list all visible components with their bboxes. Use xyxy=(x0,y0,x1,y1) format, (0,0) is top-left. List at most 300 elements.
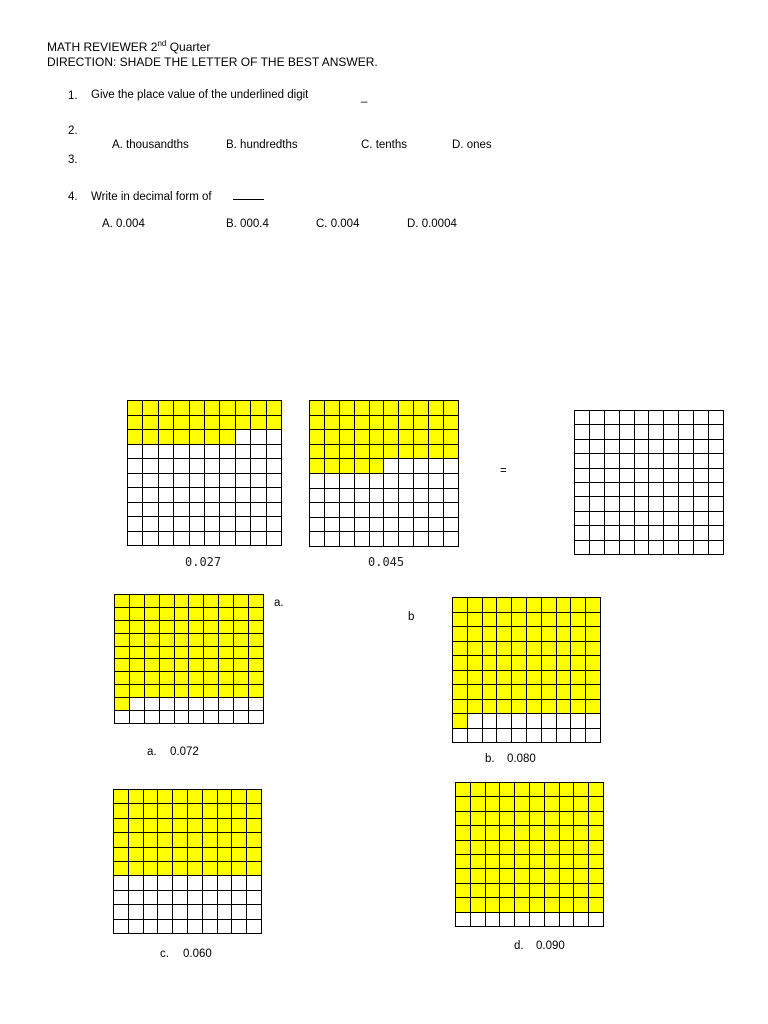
grid-cell xyxy=(444,416,459,431)
grid-cell xyxy=(414,474,429,489)
option-b-letter: b. xyxy=(485,753,495,765)
grid-cell xyxy=(453,700,468,715)
grid-cell xyxy=(530,898,545,912)
grid-cell xyxy=(679,497,694,511)
grid-cell xyxy=(605,411,620,425)
grid-option-c xyxy=(113,789,262,934)
grid-cell xyxy=(589,898,604,912)
grid-cell xyxy=(267,532,282,547)
grid-cell xyxy=(530,913,545,927)
grid-cell xyxy=(249,672,264,685)
grid-cell xyxy=(232,891,247,905)
grid-cell xyxy=(557,627,572,642)
grid-cell xyxy=(453,642,468,657)
grid-cell xyxy=(497,656,512,671)
grid-cell xyxy=(542,613,557,628)
grid-cell xyxy=(500,797,515,811)
grid-cell xyxy=(429,416,444,431)
grid-cell xyxy=(429,445,444,460)
grid-cell xyxy=(190,532,205,547)
grid-cell xyxy=(571,627,586,642)
grid-cell xyxy=(635,526,650,540)
grid-cell xyxy=(571,714,586,729)
grid-cell xyxy=(219,711,234,724)
grid-cell xyxy=(158,804,173,818)
grid-cell xyxy=(527,656,542,671)
grid-cell xyxy=(694,483,709,497)
grid-cell xyxy=(173,790,188,804)
grid-cell xyxy=(236,401,251,416)
grid-cell xyxy=(247,891,262,905)
grid-cell xyxy=(188,848,203,862)
grid-cell xyxy=(557,598,572,613)
grid-cell xyxy=(236,517,251,532)
grid-cell xyxy=(384,416,399,431)
grid-cell xyxy=(414,416,429,431)
grid-cell xyxy=(384,430,399,445)
grid-cell xyxy=(429,503,444,518)
grid-cell xyxy=(571,656,586,671)
grid-cell xyxy=(635,497,650,511)
grid-cell xyxy=(542,685,557,700)
grid-cell xyxy=(542,700,557,715)
grid-cell xyxy=(664,483,679,497)
grid-cell xyxy=(709,411,724,425)
grid-option-b xyxy=(452,597,601,743)
grid-cell xyxy=(486,783,501,797)
grid-cell xyxy=(497,700,512,715)
grid-cell xyxy=(590,411,605,425)
grid-cell xyxy=(247,804,262,818)
grid-cell xyxy=(471,812,486,826)
grid-cell xyxy=(486,826,501,840)
grid-cell xyxy=(267,445,282,460)
grid-cell xyxy=(251,503,266,518)
q4-choice-a: A. 0.004 xyxy=(102,218,145,230)
grid-cell xyxy=(709,483,724,497)
grid-cell xyxy=(114,920,129,934)
grid-cell xyxy=(158,833,173,847)
grid-cell xyxy=(370,401,385,416)
grid-cell xyxy=(370,459,385,474)
grid-cell xyxy=(143,517,158,532)
grid-cell xyxy=(542,627,557,642)
grid-cell xyxy=(159,416,174,431)
grid-cell xyxy=(471,869,486,883)
grid-cell xyxy=(574,913,589,927)
grid-cell xyxy=(575,469,590,483)
grid-cell xyxy=(545,898,560,912)
grid-cell xyxy=(483,714,498,729)
grid-cell xyxy=(664,469,679,483)
grid-cell xyxy=(444,445,459,460)
grid-cell xyxy=(236,416,251,431)
grid-cell xyxy=(130,647,145,660)
grid-cell xyxy=(355,459,370,474)
grid-cell xyxy=(190,503,205,518)
grid-cell xyxy=(649,526,664,540)
grid-cell xyxy=(340,416,355,431)
grid-cell xyxy=(220,416,235,431)
grid-cell xyxy=(310,489,325,504)
grid-cell xyxy=(144,833,159,847)
grid-cell xyxy=(414,430,429,445)
grid-cell xyxy=(649,483,664,497)
grid-cell xyxy=(234,647,249,660)
grid-cell xyxy=(590,541,605,555)
grid-cell xyxy=(160,621,175,634)
grid-cell xyxy=(370,430,385,445)
grid-cell xyxy=(468,714,483,729)
grid-cell xyxy=(158,905,173,919)
grid-cell xyxy=(190,517,205,532)
grid-cell xyxy=(575,425,590,439)
grid-cell xyxy=(325,430,340,445)
grid-cell xyxy=(694,541,709,555)
grid-cell xyxy=(635,454,650,468)
option-d-value: 0.090 xyxy=(536,940,565,952)
grid-cell xyxy=(635,483,650,497)
grid-cell xyxy=(129,833,144,847)
grid-cell xyxy=(649,411,664,425)
option-c-value: 0.060 xyxy=(183,948,212,960)
grid-cell xyxy=(220,488,235,503)
grid-cell xyxy=(605,469,620,483)
grid-cell xyxy=(114,790,129,804)
grid-cell xyxy=(325,401,340,416)
grid-cell xyxy=(444,518,459,533)
grid-cell xyxy=(589,841,604,855)
grid-cell xyxy=(605,512,620,526)
grid-cell xyxy=(497,613,512,628)
grid-cell xyxy=(205,401,220,416)
grid-cell xyxy=(115,659,130,672)
grid-cell xyxy=(586,613,601,628)
grid-cell xyxy=(159,532,174,547)
grid-cell xyxy=(160,595,175,608)
grid-cell xyxy=(399,445,414,460)
grid-cell xyxy=(589,812,604,826)
grid-cell xyxy=(232,819,247,833)
grid-cell xyxy=(545,913,560,927)
grid-cell xyxy=(542,714,557,729)
grid-cell xyxy=(115,608,130,621)
grid-cell xyxy=(144,905,159,919)
grid-cell xyxy=(355,401,370,416)
grid-cell xyxy=(512,598,527,613)
grid-cell xyxy=(340,459,355,474)
grid-cell xyxy=(310,430,325,445)
grid-cell xyxy=(542,642,557,657)
grid-cell xyxy=(355,430,370,445)
grid-cell xyxy=(497,729,512,744)
grid-cell xyxy=(174,503,189,518)
grid-cell xyxy=(204,595,219,608)
grid-cell xyxy=(515,898,530,912)
grid-cell xyxy=(190,445,205,460)
grid-cell xyxy=(203,891,218,905)
grid-cell xyxy=(160,659,175,672)
grid-cell xyxy=(620,526,635,540)
title-superscript: nd xyxy=(157,39,167,48)
grid-cell xyxy=(143,416,158,431)
grid-cell xyxy=(590,497,605,511)
grid-cell xyxy=(232,833,247,847)
grid-cell xyxy=(486,913,501,927)
grid-cell xyxy=(251,445,266,460)
grid-cell xyxy=(515,841,530,855)
grid-cell xyxy=(560,869,575,883)
grid-cell xyxy=(310,518,325,533)
grid-cell xyxy=(189,659,204,672)
grid-cell xyxy=(232,905,247,919)
grid-cell xyxy=(189,647,204,660)
grid-cell xyxy=(340,445,355,460)
grid-cell xyxy=(145,634,160,647)
grid-cell xyxy=(204,698,219,711)
grid-cell xyxy=(203,833,218,847)
grid-cell xyxy=(203,819,218,833)
grid-cell xyxy=(249,659,264,672)
grid-cell xyxy=(247,833,262,847)
grid-cell xyxy=(174,488,189,503)
grid-cell xyxy=(545,826,560,840)
grid-cell xyxy=(188,876,203,890)
grid-cell xyxy=(175,698,190,711)
grid-cell xyxy=(586,714,601,729)
grid-cell xyxy=(471,826,486,840)
grid-cell xyxy=(128,459,143,474)
grid-cell xyxy=(174,416,189,431)
grid-cell xyxy=(251,430,266,445)
grid-cell xyxy=(444,489,459,504)
grid-cell xyxy=(649,425,664,439)
grid-cell xyxy=(128,532,143,547)
grid-cell xyxy=(468,642,483,657)
grid-cell xyxy=(649,440,664,454)
grid-cell xyxy=(236,503,251,518)
q4-text: Write in decimal form of xyxy=(91,191,212,203)
grid-cell xyxy=(267,503,282,518)
grid-cell xyxy=(204,621,219,634)
grid-cell xyxy=(218,833,233,847)
grid-cell xyxy=(453,627,468,642)
grid-cell xyxy=(145,647,160,660)
grid-cell xyxy=(143,503,158,518)
grid-cell xyxy=(190,474,205,489)
grid-cell xyxy=(128,401,143,416)
grid-cell xyxy=(115,672,130,685)
grid-cell xyxy=(399,430,414,445)
grid-cell xyxy=(174,517,189,532)
grid-cell xyxy=(160,634,175,647)
grid-cell xyxy=(399,532,414,547)
grid-cell xyxy=(414,459,429,474)
grid-cell xyxy=(115,685,130,698)
grid-cell xyxy=(664,454,679,468)
grid-cell xyxy=(515,812,530,826)
grid-cell xyxy=(219,608,234,621)
grid-cell xyxy=(384,503,399,518)
grid-cell xyxy=(267,488,282,503)
grid-cell xyxy=(130,659,145,672)
grid-cell xyxy=(158,876,173,890)
grid-cell xyxy=(483,613,498,628)
grid-cell xyxy=(160,672,175,685)
grid-cell xyxy=(527,642,542,657)
grid-cell xyxy=(453,685,468,700)
grid-cell xyxy=(384,489,399,504)
grid-cell xyxy=(114,905,129,919)
grid-cell xyxy=(515,884,530,898)
grid-cell xyxy=(483,627,498,642)
option-b-marker: b xyxy=(408,611,415,623)
q1-text: Give the place value of the underlined digit xyxy=(91,89,309,101)
grid-cell xyxy=(232,790,247,804)
grid-cell xyxy=(204,608,219,621)
q4-choice-d: D. 0.0004 xyxy=(407,218,457,230)
grid-cell xyxy=(664,411,679,425)
grid-cell xyxy=(204,647,219,660)
grid-cell xyxy=(429,401,444,416)
grid-cell xyxy=(129,790,144,804)
grid-cell xyxy=(236,459,251,474)
grid-0045 xyxy=(309,400,459,547)
grid-cell xyxy=(310,459,325,474)
grid-cell xyxy=(143,459,158,474)
grid-cell xyxy=(218,876,233,890)
option-a-letter: a. xyxy=(147,746,157,758)
grid-cell xyxy=(590,440,605,454)
grid-cell xyxy=(115,634,130,647)
grid-cell xyxy=(453,598,468,613)
q4-choice-c: C. 0.004 xyxy=(316,218,360,230)
grid-cell xyxy=(560,812,575,826)
grid-cell xyxy=(173,833,188,847)
grid-cell xyxy=(679,512,694,526)
grid-cell xyxy=(220,503,235,518)
grid-cell xyxy=(571,642,586,657)
grid-cell xyxy=(589,884,604,898)
grid-cell xyxy=(500,841,515,855)
grid-cell xyxy=(310,474,325,489)
grid-cell xyxy=(709,541,724,555)
grid-cell xyxy=(664,512,679,526)
grid-cell xyxy=(203,862,218,876)
grid-cell xyxy=(160,608,175,621)
grid-cell xyxy=(471,841,486,855)
grid-cell xyxy=(114,804,129,818)
grid-cell xyxy=(144,862,159,876)
grid-cell xyxy=(232,876,247,890)
grid-cell xyxy=(129,862,144,876)
grid-cell xyxy=(234,595,249,608)
grid-cell xyxy=(620,497,635,511)
grid-cell xyxy=(574,884,589,898)
grid-0027 xyxy=(127,400,282,546)
grid-cell xyxy=(545,841,560,855)
grid-cell xyxy=(483,656,498,671)
grid-cell xyxy=(129,920,144,934)
grid-cell xyxy=(586,598,601,613)
title-main: MATH REVIEWER 2 xyxy=(47,40,158,54)
grid-cell xyxy=(188,891,203,905)
grid-cell xyxy=(174,532,189,547)
grid-cell xyxy=(247,862,262,876)
q1-blank: _ xyxy=(361,91,368,103)
grid-cell xyxy=(159,430,174,445)
grid-cell xyxy=(340,430,355,445)
grid-cell xyxy=(589,783,604,797)
grid-cell xyxy=(399,503,414,518)
grid-cell xyxy=(234,659,249,672)
grid-cell xyxy=(234,672,249,685)
grid-cell xyxy=(456,884,471,898)
grid-cell xyxy=(575,440,590,454)
grid-cell xyxy=(571,671,586,686)
grid-cell xyxy=(174,445,189,460)
grid-cell xyxy=(205,503,220,518)
grid-cell xyxy=(175,634,190,647)
grid-cell xyxy=(205,488,220,503)
grid-cell xyxy=(188,804,203,818)
grid-cell xyxy=(115,595,130,608)
grid-cell xyxy=(453,671,468,686)
grid-cell xyxy=(325,474,340,489)
grid-cell xyxy=(159,474,174,489)
grid-cell xyxy=(340,503,355,518)
grid-cell xyxy=(512,656,527,671)
grid-cell xyxy=(530,797,545,811)
grid-cell xyxy=(649,497,664,511)
grid-cell xyxy=(236,474,251,489)
grid-cell xyxy=(130,685,145,698)
grid-cell xyxy=(158,891,173,905)
grid-cell xyxy=(590,512,605,526)
grid-cell xyxy=(220,445,235,460)
grid-cell xyxy=(560,841,575,855)
grid-cell xyxy=(143,445,158,460)
grid-cell xyxy=(456,913,471,927)
grid-cell xyxy=(512,729,527,744)
grid-cell xyxy=(325,518,340,533)
grid-cell xyxy=(574,826,589,840)
grid-cell xyxy=(635,425,650,439)
page-title xyxy=(47,39,210,54)
grid-cell xyxy=(694,526,709,540)
grid-cell xyxy=(173,848,188,862)
grid-cell xyxy=(159,503,174,518)
grid-cell xyxy=(575,411,590,425)
grid-cell xyxy=(709,526,724,540)
grid-cell xyxy=(664,541,679,555)
grid-cell xyxy=(310,503,325,518)
grid-cell xyxy=(128,517,143,532)
grid-cell xyxy=(468,598,483,613)
grid-cell xyxy=(145,595,160,608)
grid-cell xyxy=(664,526,679,540)
grid-cell xyxy=(267,459,282,474)
grid-cell xyxy=(483,642,498,657)
grid-cell xyxy=(486,841,501,855)
grid-cell xyxy=(143,474,158,489)
grid-cell xyxy=(542,656,557,671)
grid-cell xyxy=(145,659,160,672)
grid-cell xyxy=(175,621,190,634)
grid-cell xyxy=(188,905,203,919)
grid-cell xyxy=(114,833,129,847)
grid-cell xyxy=(218,848,233,862)
